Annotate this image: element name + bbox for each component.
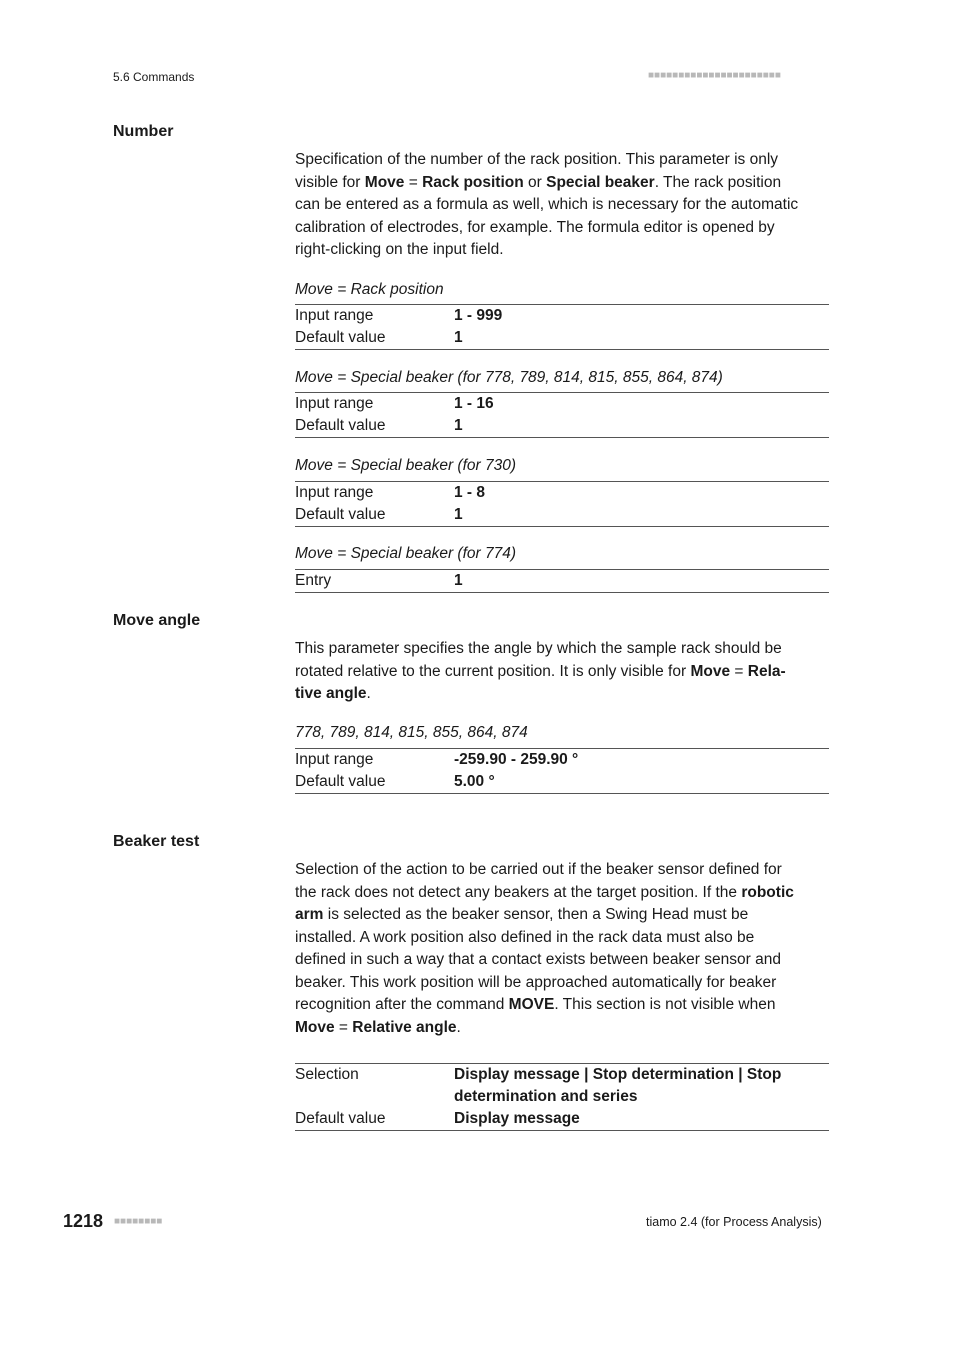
number-description: Specification of the number of the rack position. This parameter is only visible for Move = Rack position or Special beaker. The rack position can be entered as a formula as well, which is necessary for the automatic calibration of electrodes, for example. The formula editor is opened by right-clicking on the input field. [295,151,799,258]
footer-decoration: ■■■■■■■■ [114,1216,163,1227]
table-row: Default value 5.00 ° [295,773,495,790]
move-angle-description: This parameter specifies the angle by which the sample rack should be rotated relative to the current position. It is only visible for Move = Rela- tive angle. [295,640,786,702]
section-title-number: Number [113,123,174,140]
table-caption: Move = Special beaker (for 730) [295,457,516,474]
table-row: Selection Display message | Stop determination | Stop determination and series [295,1066,782,1105]
table-row: Default value 1 [295,329,463,346]
section-title-move-angle: Move angle [113,612,201,629]
page-number: 1218 [63,1211,104,1231]
parameter-table [295,481,829,527]
beaker-test-description: Selection of the action to be carried out if the beaker sensor defined for the rack does not detect any beakers at the target position. If the robotic arm is selected as the beaker sensor, then a Swing Head must be installed. A work position also defined in the rack data must also be defined in such a way that a contact exists between beaker sensor and beaker. This work position will be approached automatically for beaker recognition after the command MOVE. This section is not visible when Move = Relative angle. [295,861,794,1036]
parameter-table [295,392,829,438]
table-caption: Move = Special beaker (for 774) [295,545,516,562]
table-row: Input range 1 - 8 [295,484,486,501]
parameter-table [295,304,829,350]
table-row: Input range 1 - 16 [295,395,494,412]
section-title-beaker-test: Beaker test [113,833,200,850]
product-name: tiamo 2.4 (for Process Analysis) [646,1215,822,1229]
table-row: Entry 1 [295,572,463,589]
table-row: Input range 1 - 999 [295,307,503,324]
table-caption: Move = Special beaker (for 778, 789, 814, 815, 855, 864, 874) [295,369,723,386]
header-decoration: ■■■■■■■■■■■■■■■■■■■■■■ [648,70,781,81]
parameter-table [295,569,829,593]
parameter-table [295,748,829,794]
table-row: Default value 1 [295,506,463,523]
parameter-table [295,1063,829,1131]
table-row: Input range -259.90 - 259.90 ° [295,751,579,768]
table-caption: 778, 789, 814, 815, 855, 864, 874 [295,724,528,741]
table-row: Default value 1 [295,417,463,434]
running-header-section: 5.6 Commands [113,70,195,84]
table-caption: Move = Rack position [295,281,444,298]
table-row: Default value Display message [295,1110,580,1127]
